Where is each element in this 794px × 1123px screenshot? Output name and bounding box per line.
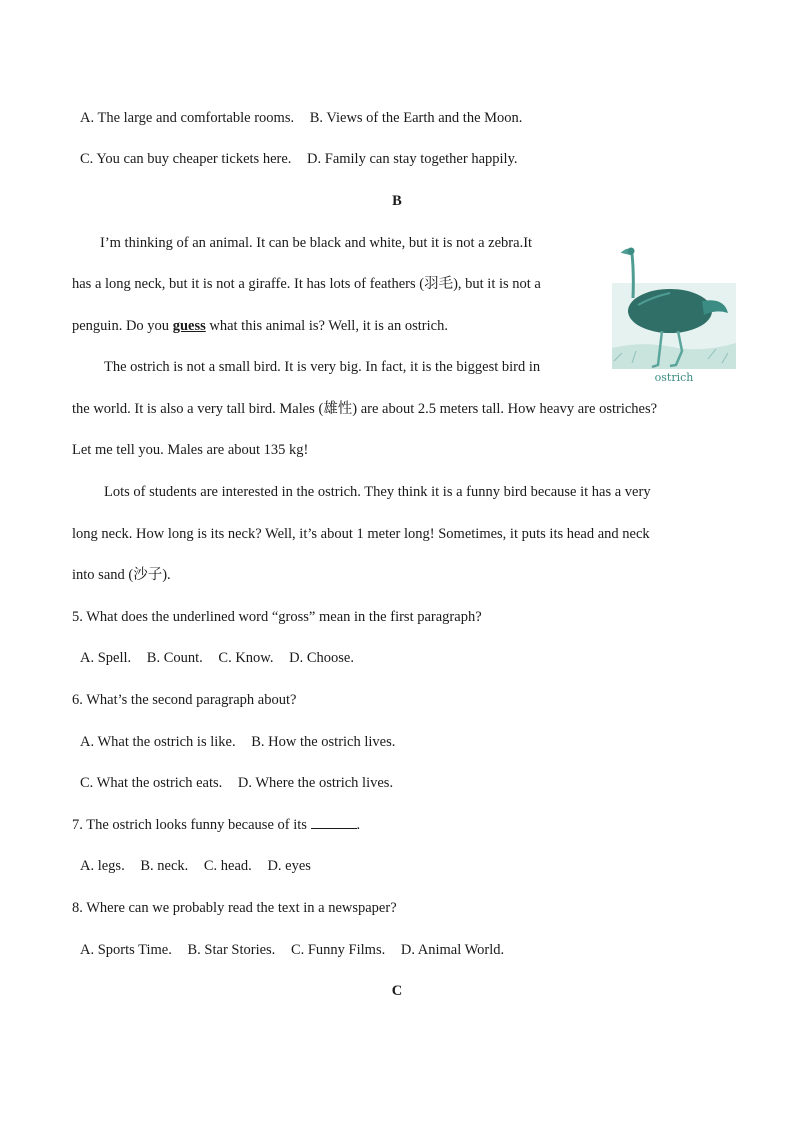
question-stem: 6. What’s the second paragraph about? [72, 692, 297, 708]
paragraph-line [72, 317, 448, 335]
option-row [80, 857, 311, 875]
paragraph-line: I’m thinking of an animal. It can be black and white, but it is not a zebra.It [100, 235, 533, 251]
option-a: A. Spell. [80, 650, 132, 666]
text-span: . [356, 817, 361, 833]
paragraph-line: the world. It is also a very tall bird. Males (雄性) are about 2.5 meters tall. How heavy are ostriches? [72, 401, 658, 417]
answer-blank [311, 816, 357, 829]
option-row [80, 649, 354, 667]
option-b: B. neck. [140, 858, 189, 874]
ostrich-image [612, 243, 736, 369]
option-a: A. Sports Time. [80, 942, 172, 958]
paragraph-line: The ostrich is not a small bird. It is very big. In fact, it is the biggest bird in [104, 359, 541, 375]
option-row [80, 150, 518, 168]
option-b: B. How the ostrich lives. [251, 734, 396, 750]
option-a: A. legs. [80, 858, 125, 874]
question-stem: 5. What does the underlined word “gross” mean in the first paragraph? [72, 609, 482, 625]
option-c: C. What the ostrich eats. [80, 775, 223, 791]
option-d: D. Where the ostrich lives. [237, 775, 394, 791]
underlined-word: guess [172, 318, 206, 334]
paragraph-line: Lots of students are interested in the ostrich. They think it is a funny bird because it has a very [104, 484, 651, 500]
text-span: penguin. Do you [72, 318, 170, 334]
section-heading-b: B [392, 193, 402, 209]
ostrich-figure [612, 243, 736, 385]
option-b: B. Count. [146, 650, 203, 666]
option-row [80, 733, 395, 751]
paragraph-line: Let me tell you. Males are about 135 kg! [72, 442, 309, 458]
option-d: D. Family can stay together happily. [307, 151, 518, 167]
option-row [80, 774, 393, 792]
option-b: B. Star Stories. [187, 942, 276, 958]
text-span: 7. The ostrich looks funny because of its [72, 817, 307, 833]
question-stem [72, 816, 360, 834]
paragraph-line: long neck. How long is its neck? Well, it’s about 1 meter long! Sometimes, it puts its head and neck [72, 526, 650, 542]
option-c: C. Funny Films. [290, 942, 386, 958]
option-b: B. Views of the Earth and the Moon. [309, 110, 523, 126]
option-a: A. What the ostrich is like. [80, 734, 236, 750]
text-span: what this animal is? Well, it is an ostrich. [209, 318, 448, 334]
option-a: A. The large and comfortable rooms. [80, 110, 295, 126]
option-d: D. Animal World. [400, 942, 505, 958]
question-stem: 8. Where can we probably read the text in a newspaper? [72, 900, 397, 916]
option-row [80, 941, 504, 959]
option-d: D. Choose. [289, 650, 354, 666]
paragraph-line: into sand (沙子). [72, 567, 171, 583]
option-d: D. eyes [267, 858, 311, 874]
option-c: C. You can buy cheaper tickets here. [80, 151, 292, 167]
figure-caption: ostrich [654, 371, 694, 384]
paragraph-line: has a long neck, but it is not a giraffe. It has lots of feathers (羽毛), but it is not a [72, 276, 541, 292]
section-heading-c: C [391, 983, 403, 999]
option-c: C. head. [203, 858, 252, 874]
option-c: C. Know. [218, 650, 274, 666]
option-row [80, 109, 522, 127]
